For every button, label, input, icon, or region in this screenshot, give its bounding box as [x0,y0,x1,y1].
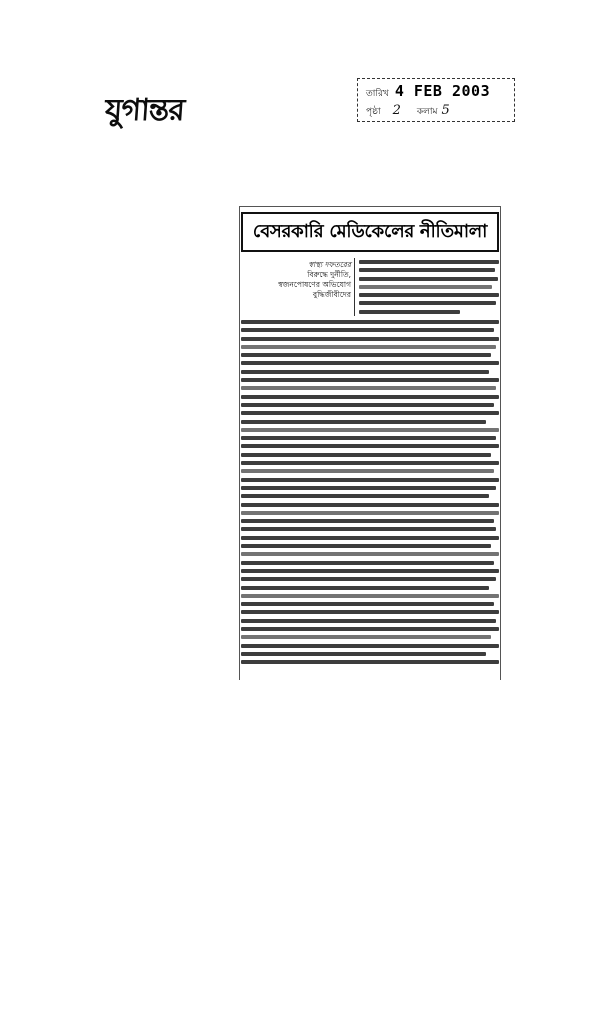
intro-line: স্বাস্থ্য দফতরের [308,260,351,269]
text-line [241,652,486,656]
text-line [241,494,489,498]
text-line [241,503,499,507]
newspaper-masthead: যুগান্তর [103,93,186,128]
stamp-column-label: কলাম [416,107,438,117]
text-line [241,370,489,374]
text-line [241,544,491,548]
date-stamp [357,78,515,122]
text-line [241,328,494,332]
text-line [241,577,496,581]
text-line [241,536,499,540]
text-line [241,602,494,606]
text-line [241,403,494,407]
text-line [359,260,499,264]
text-line [241,478,499,482]
text-line [241,660,499,664]
intro-line: বিরুদ্ধে দুর্নীতি, [307,270,351,279]
stamp-page-label: পৃষ্ঠা [366,107,381,117]
text-line [241,511,499,515]
stamp-date-label: তারিখ [366,89,389,99]
text-line [241,586,489,590]
stamp-column-value: 5 [441,103,450,118]
text-line [241,486,496,490]
stamp-date-row [366,82,508,101]
text-line [359,277,498,281]
text-line [241,337,499,341]
text-line [241,619,496,623]
text-line [241,469,494,473]
text-line [241,561,494,565]
text-line [359,301,496,305]
text-line [241,635,491,639]
text-line [241,453,491,457]
text-line [241,444,499,448]
text-line [241,610,499,614]
text-line [241,569,499,573]
text-line [359,285,492,289]
text-line [241,644,499,648]
text-line [359,293,499,297]
text-line [359,268,495,272]
text-line [241,386,496,390]
text-line [241,320,499,324]
stamp-page-row [366,103,508,119]
text-line [241,411,499,415]
headline-box [241,212,499,252]
text-line [359,310,460,314]
text-line [241,378,499,382]
article-lead-column [359,260,499,318]
text-line [241,395,499,399]
text-line [241,527,496,531]
text-line [241,594,499,598]
text-line [241,627,499,631]
article-headline: বেসরকারি মেডিকেলের নীতিমালা [252,220,488,242]
intro-line: স্বজনপোষণের অভিযোগ [278,280,351,289]
text-line [241,436,496,440]
stamp-date-value: 4 FEB 2003 [394,82,491,100]
newspaper-clipping [241,208,499,678]
article-body [241,320,499,674]
text-line [241,353,491,357]
text-line [241,552,499,556]
article-intro [243,260,351,316]
intro-line: বুদ্ধিজীবীদের [312,290,351,299]
text-line [241,345,496,349]
text-line [241,420,486,424]
stamp-page-value: 2 [392,103,401,118]
column-divider [354,258,355,316]
text-line [241,461,499,465]
text-line [241,428,499,432]
text-line [241,519,494,523]
text-line [241,361,499,365]
